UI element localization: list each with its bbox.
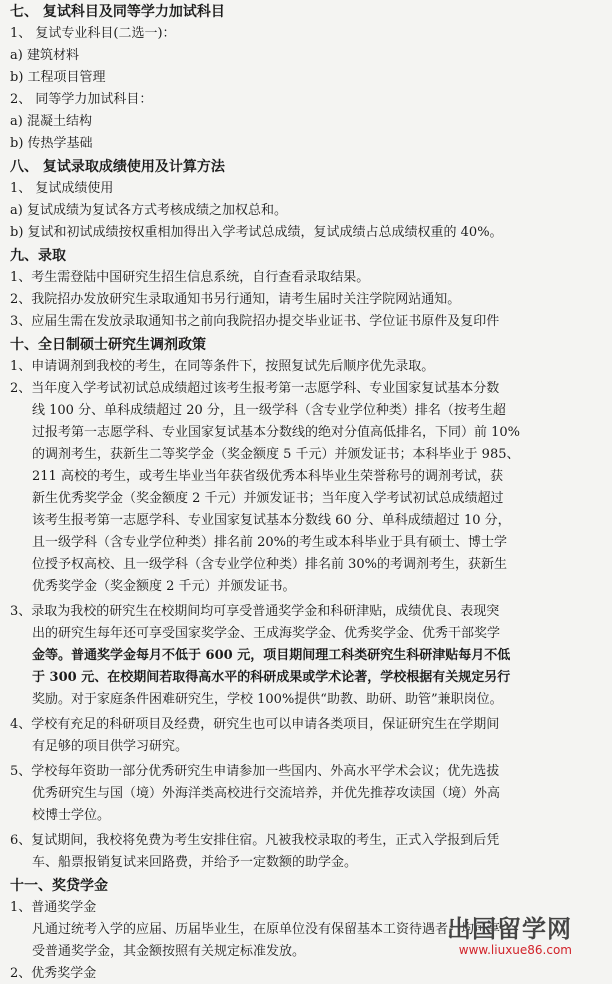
paragraph-line: 线 100 分、单科成绩超过 20 分，且一级学科（含专业学位种类）排名（按考生超 <box>32 403 506 418</box>
list-item: 1、 复试专业科目(二选一)： <box>10 26 176 41</box>
list-item: 1、考生需登陆中国研究生招生信息系统，自行查看录取结果。 <box>10 270 370 285</box>
paragraph-line: 优秀奖学金（奖金额度 2 千元）并颁发证书。 <box>32 579 296 594</box>
paragraph-line: 新生优秀奖学金（奖金额度 2 千元）并颁发证书；当年度入学考试初试总成绩超过 <box>32 491 504 506</box>
list-item: 1、 复试成绩使用 <box>10 181 114 196</box>
paragraph-line: 车、船票报销复试来回路费，并给予一定数额的助学金。 <box>32 855 358 870</box>
paragraph-line: 211 高校的考生，或考生毕业当年获省级优秀本科毕业生荣誉称号的调剂考试，获 <box>32 469 503 484</box>
paragraph-line: 校博士学位。 <box>32 808 111 823</box>
paragraph-line: 优秀研究生与国（境）外海洋类高校进行交流培养，并优先推荐攻读国（境）外高 <box>32 786 501 801</box>
paragraph-line: 凡通过统考入学的应届、历届毕业生，在原单位没有保留基本工资待遇者，均可享 <box>32 922 501 937</box>
list-item: 5、学校每年资助一部分优秀研究生申请参加一些国内、外高水平学术会议；优先选拔 <box>10 764 500 779</box>
list-item: 2、我院招办发放研究生录取通知书另行通知，请考生届时关注学院网站通知。 <box>10 292 461 307</box>
section-heading-7: 七、 复试科目及同等学力加试科目 <box>10 4 225 20</box>
paragraph-line: 且一级学科（含专业学位种类）排名前 20%的考生或本科毕业于具有硕士、博士学 <box>32 535 508 550</box>
list-item: b) 复试和初试成绩按权重相加得出入学考试总成绩，复试成绩占总成绩权重的 40%。 <box>10 225 503 240</box>
site-watermark-logo <box>422 915 572 963</box>
watermark-url: www.liuxue86.com <box>458 943 572 957</box>
list-item: 2、 同等学力加试科目： <box>10 92 153 107</box>
section-heading-8: 八、 复试录取成绩使用及计算方法 <box>10 159 225 175</box>
paragraph-line: 位授予权高校、且一级学科（含专业学位种类）排名前 30%的考调剂考生，获新生 <box>32 557 508 572</box>
list-item: a) 复试成绩为复试各方式考核成绩之加权总和。 <box>10 203 287 218</box>
paragraph-line-bold: 金等。普通奖学金每月不低于 600 元，项目期间理工科类研究生科研津贴每月不低 <box>32 648 511 663</box>
list-item: a) 建筑材料 <box>10 48 79 63</box>
watermark-name: 出国留学网 <box>447 915 572 943</box>
list-item: b) 传热学基础 <box>10 136 93 151</box>
paragraph-line: 的调剂考生，获新生二等奖学金（奖金额度 5 千元）并颁发证书；本科毕业于 985、 <box>32 447 520 462</box>
paragraph-line-bold: 于 300 元、在校期间若取得高水平的科研成果或学术论著，学校根据有关规定另行 <box>32 670 511 685</box>
list-item: 3、应届生需在发放录取通知书之前向我院招办提交毕业证书、学位证书原件及复印件 <box>10 314 500 329</box>
list-item: b) 工程项目管理 <box>10 70 106 85</box>
section-heading-10: 十、全日制硕士研究生调剂政策 <box>10 337 206 353</box>
list-item: 3、录取为我校的研究生在校期间均可享受普通奖学金和科研津贴，成绩优良、表现突 <box>10 604 500 619</box>
section-heading-9: 九、录取 <box>10 248 66 264</box>
list-item: 2、优秀奖学金 <box>10 966 97 981</box>
paragraph-line: 该考生报考第一志愿学科、专业国家复试基本分数线 60 分、单科成绩超过 10 分， <box>32 513 511 528</box>
list-item: 1、普通奖学金 <box>10 900 97 915</box>
paragraph-line: 奖励。对于家庭条件困难研究生，学校 100%提供“助教、助研、助管”兼职岗位。 <box>32 692 503 707</box>
list-item: 4、学校有充足的科研项目及经费，研究生也可以申请各类项目，保证研究生在学期间 <box>10 717 500 732</box>
paragraph-line: 出的研究生每年还可享受国家奖学金、王成海奖学金、优秀奖学金、优秀干部奖学 <box>32 626 501 641</box>
list-item: 2、当年度入学考试初试总成绩超过该考生报考第一志愿学科、专业国家复试基本分数 <box>10 381 500 396</box>
list-item: 1、申请调剂到我校的考生，在同等条件下，按照复试先后顺序优先录取。 <box>10 359 435 374</box>
list-item: a) 混凝土结构 <box>10 114 92 129</box>
paragraph-line: 受普通奖学金，其金额按照有关规定标准发放。 <box>32 944 306 959</box>
paragraph-line: 有足够的项目供学习研究。 <box>32 739 189 754</box>
list-item: 6、复试期间，我校将免费为考生安排住宿。凡被我校录取的考生，正式入学报到后凭 <box>10 833 500 848</box>
section-heading-11: 十一、奖贷学金 <box>10 878 108 894</box>
paragraph-line: 过报考第一志愿学科、专业国家复试基本分数线的绝对分值高低排名，下同）前 10% <box>32 425 521 440</box>
